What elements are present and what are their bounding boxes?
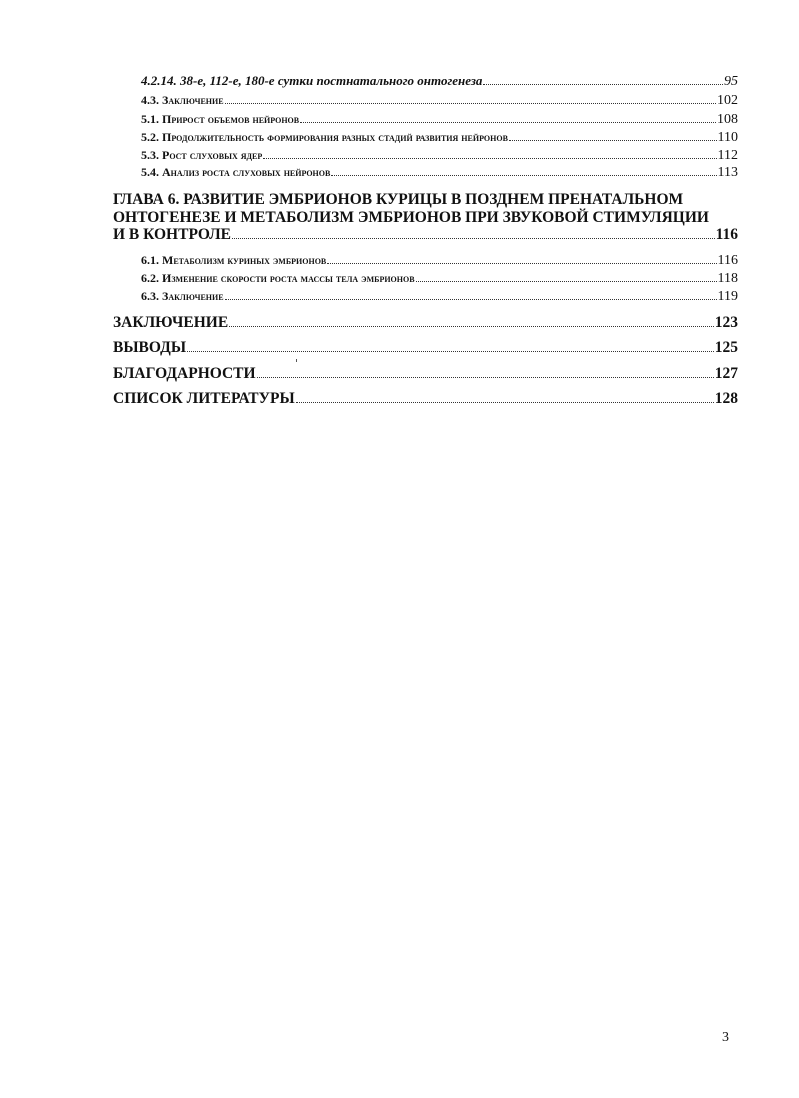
toc-chapter-6-line-1[interactable]: ГЛАВА 6. РАЗВИТИЕ ЭМБРИОНОВ КУРИЦЫ В ПОЗДНЕМ ПРЕНАТАЛЬНОМ [113,191,684,208]
toc-leader-dots [331,175,716,176]
toc-page-number: 123 [714,314,738,331]
toc-leader-dots [263,158,716,159]
toc-leader-dots [232,238,715,239]
toc-leader-dots [509,140,717,141]
toc-leader-dots [229,326,714,327]
toc-chapter-6-line-2[interactable]: ОНТОГЕНЕЗЕ И МЕТАБОЛИЗМ ЭМБРИОНОВ ПРИ ЗВУКОВОЙ СТИМУЛЯЦИИ [113,209,709,226]
toc-entry-label: 5.4. Анализ роста слуховых нейронов [141,165,331,179]
toc-entry-label: 6.3. Заключение [141,289,224,303]
toc-page-number: 128 [714,390,738,407]
toc-entry-conclusion[interactable] [113,314,738,332]
toc-entry-6-1[interactable] [141,253,738,269]
toc-entry-5-4[interactable] [141,165,738,181]
toc-entry-label: 4.2.14. 38-е, 112-е, 180-е сутки постнатального онтогенеза [141,73,483,88]
toc-page-number: 112 [717,148,738,163]
toc-entry-label: 6.1. Метаболизм куриных эмбрионов [141,253,327,267]
toc-page-number: 125 [714,339,738,356]
toc-page-number: 102 [717,93,738,108]
toc-page-number: 113 [717,165,738,180]
toc-entry-acknowledgements[interactable] [113,365,738,383]
toc-entry-4-3[interactable] [141,93,738,109]
page-number: 3 [722,1030,729,1045]
toc-entry-5-2[interactable] [141,130,738,146]
toc-entry-6-3[interactable] [141,289,738,305]
toc-leader-dots [225,103,716,104]
toc-leader-dots [296,402,714,403]
toc-entry-4-2-14[interactable] [141,73,738,90]
toc-entry-label: 5.2. Продолжительность формирования разных стадий развития нейронов [141,130,508,144]
toc-page-number: 119 [717,289,738,304]
toc-entry-label: ЗАКЛЮЧЕНИЕ [113,314,229,331]
toc-page-number: 116 [717,253,738,268]
toc-entry-5-3[interactable] [141,148,738,164]
toc-leader-dots [300,122,716,123]
toc-entry-6-2[interactable] [141,271,738,287]
toc-entry-label: И В КОНТРОЛЕ [113,226,231,243]
toc-page-number: 110 [717,130,738,145]
toc-entry-5-1[interactable] [141,112,738,128]
toc-page-number: 108 [717,112,738,127]
toc-entry-label: 5.1. Прирост объемов нейронов [141,112,300,126]
toc-leader-dots [416,281,717,282]
scan-speck [296,359,297,362]
toc-entry-label: 4.3. Заключение [141,93,224,107]
toc-entry-references[interactable] [113,390,738,408]
toc-entry-label: ВЫВОДЫ [113,339,187,356]
toc-entry-chapter-6[interactable] [113,226,738,244]
toc-page-number: 118 [717,271,738,286]
toc-entry-label: СПИСОК ЛИТЕРАТУРЫ [113,390,295,407]
toc-entry-findings[interactable] [113,339,738,357]
toc-leader-dots [225,299,717,300]
toc-page-number: 116 [715,226,738,243]
toc-leader-dots [187,351,714,352]
toc-page-number: 95 [724,74,738,89]
toc-leader-dots [483,84,723,85]
toc-entry-label: 6.2. Изменение скорости роста массы тела эмбрионов [141,271,415,285]
toc-entry-label: БЛАГОДАРНОСТИ [113,365,256,382]
toc-entry-label: 5.3. Рост слуховых ядер [141,148,263,162]
toc-leader-dots [327,263,716,264]
toc-page-number: 127 [714,365,738,382]
toc-leader-dots [257,377,714,378]
